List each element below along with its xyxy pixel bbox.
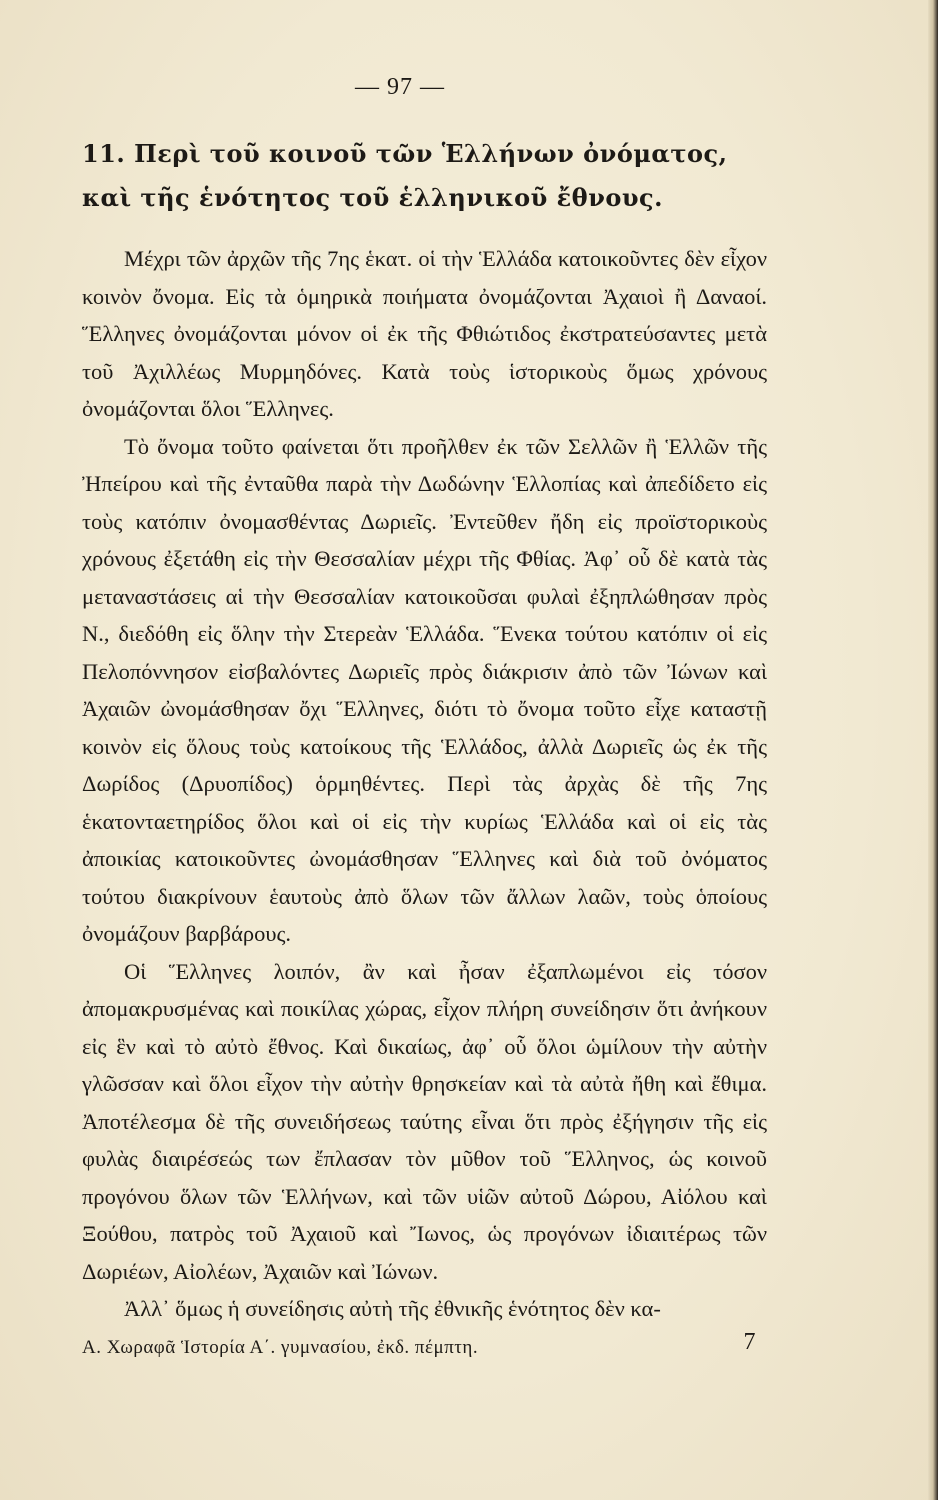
page-edge	[928, 0, 938, 1500]
page-footer	[82, 1329, 772, 1359]
footer-citation: Α. Χωραφᾶ Ἱστορία Α΄. γυμνασίου, ἐκδ. πέμπτη.	[82, 1337, 479, 1358]
signature-mark: 7	[743, 1329, 756, 1355]
section-heading: 11. Περὶ τοῦ κοινοῦ τῶν Ἑλλήνων ὀνόματος, καὶ τῆς ἑνότητος τοῦ ἑλληνικοῦ ἔθνους.	[82, 139, 728, 212]
paragraph: Οἱ Ἕλληνες λοιπόν, ἂν καὶ ἦσαν ἐξαπλωμένοι εἰς τόσον ἀπομακρυσμένας καὶ ποικίλας χώρας, εἶχον πλήρη συνείδησιν ὅτι ἀνήκουν εἰς ἓν καὶ τὸ αὐτὸ ἔθνος. Καὶ δικαίως, ἀφ᾽ οὗ ὅλοι ὡμίλουν τὴν αὐτὴν γλῶσσαν καὶ ὅλοι εἶχον τὴν αὐτὴν θρησκείαν καὶ τὰ αὐτὰ ἤθη καὶ ἔθιμα. Ἀποτέλεσμα δὲ τῆς συνειδήσεως ταύτης εἶναι ὅτι πρὸς ἐξήγησιν τῆς εἰς φυλὰς διαιρέσεώς των ἔπλασαν τὸν μῦθον τοῦ Ἕλληνος, ὡς κοινοῦ προγόνου ὅλων τῶν Ἑλλήνων, καὶ τῶν υἱῶν αὐτοῦ Δώρου, Αἰόλου καὶ Ξούθου, πατρὸς τοῦ Ἀχαιοῦ καὶ Ἴωνος, ὡς προγόνων ἰδιαιτέρως τῶν Δωριέων, Αἰολέων, Ἀχαιῶν καὶ Ἰώνων.	[82, 958, 767, 1284]
page-number: — 97 —	[355, 74, 445, 100]
body-text	[82, 240, 767, 1328]
paragraph: Ἀλλ᾽ ὅμως ἡ συνείδησις αὐτὴ τῆς ἐθνικῆς ἑνότητος δὲν κα-	[124, 1296, 661, 1321]
paragraph: Τὸ ὄνομα τοῦτο φαίνεται ὅτι προῆλθεν ἐκ τῶν Σελλῶν ἢ Ἑλλῶν τῆς Ἠπείρου καὶ τῆς ἐνταῦθα παρὰ τὴν Δωδώνην Ἑλλοπίας καὶ ἀπεδίδετο εἰς τοὺς κατόπιν ὀνομασθέντας Δωριεῖς. Ἐντεῦθεν ἤδη εἰς προϊστορικοὺς χρόνους ἐξετάθη εἰς τὴν Θεσσαλίαν μέχρι τῆς Φθίας. Ἀφ᾽ οὗ δὲ κατὰ τὰς μεταναστάσεις αἱ τὴν Θεσσαλίαν κατοικοῦσαι φυλαὶ ἐξηπλώθησαν πρὸς Ν., διεδόθη εἰς ὅλην τὴν Στερεὰν Ἑλλάδα. Ἕνεκα τούτου κατόπιν οἱ εἰς Πελοπόννησον εἰσβαλόντες Δωριεῖς πρὸς διάκρισιν ἀπὸ τῶν Ἰώνων καὶ Ἀχαιῶν ὠνομάσθησαν ὄχι Ἕλληνες, διότι τὸ ὄνομα τοῦτο εἶχε καταστῇ κοινὸν εἰς ὅλους τοὺς κατοίκους τῆς Ἑλλάδος, ἀλλὰ Δωριεῖς ὡς ἐκ τῆς Δωρίδος (Δρυοπίδος) ὁρμηθέντες. Περὶ τὰς ἀρχὰς δὲ τῆς 7ης ἑκατονταετηρίδος ὅλοι καὶ οἱ εἰς τὴν κυρίως Ἑλλάδα καὶ οἱ εἰς τὰς ἀποικίας κατοικοῦντες ὠνομάσθησαν Ἕλληνες καὶ διὰ τοῦ ὀνόματος τούτου διακρίνουν ἑαυτοὺς ἀπὸ ὅλων τῶν ἄλλων λαῶν, τοὺς ὁποίους ὀνομάζουν βαρβάρους.	[82, 433, 767, 946]
paragraph: Μέχρι τῶν ἀρχῶν τῆς 7ης ἑκατ. οἱ τὴν Ἑλλάδα κατοικοῦντες δὲν εἶχον κοινὸν ὄνομα. Εἰς τὰ ὁμηρικὰ ποιήματα ὀνομάζονται Ἀχαιοὶ ἢ Δαναοί. Ἕλληνες ὀνομάζονται μόνον οἱ ἐκ τῆς Φθιώτιδος ἐκστρατεύσαντες μετὰ τοῦ Ἀχιλλέως Μυρμηδόνες. Κατὰ τοὺς ἱστορικοὺς ὅμως χρόνους ὀνομάζονται ὅλοι Ἕλληνες.	[82, 246, 767, 421]
